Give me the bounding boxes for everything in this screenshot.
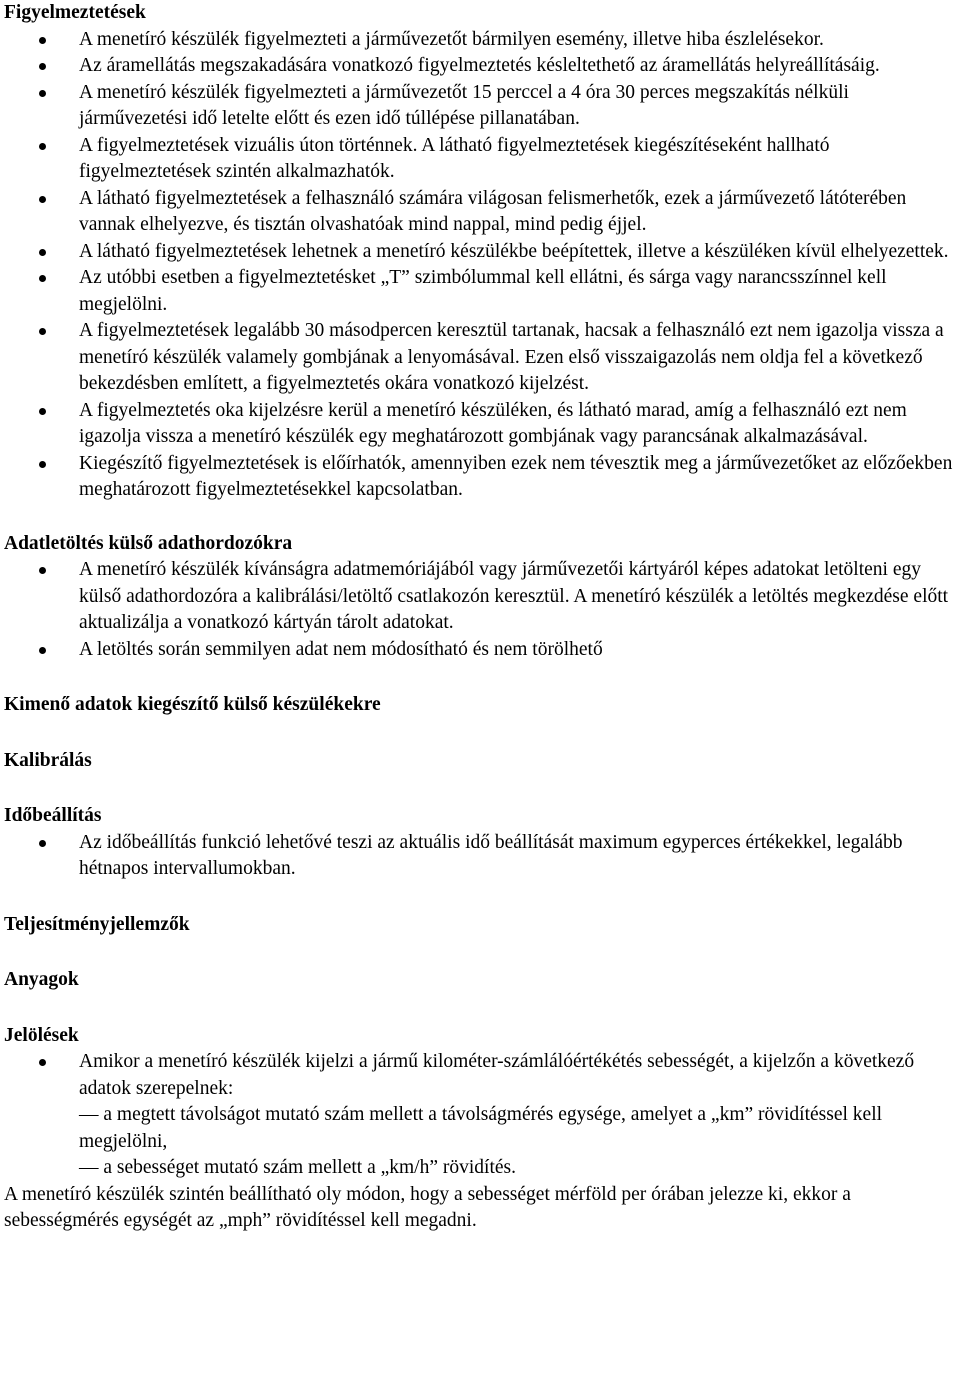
list-item: A letöltés során semmilyen adat nem módosítható és nem törölhető <box>79 637 958 664</box>
list-item: A figyelmeztetés oka kijelzésre kerül a menetíró készüléken, és látható marad, amíg a felhasználó ezt nem igazolja vissza a menetíró készülék egy meghatározott gombjának vagy parancsának alkalmazásával. <box>79 398 958 451</box>
list-item: A menetíró készülék figyelmezteti a járművezetőt 15 perccel a 4 óra 30 perces megszakítás nélküli járművezetési idő letelte előtt és ezen idő túllépése pillanatában. <box>79 80 958 133</box>
list-item: A menetíró készülék kívánságra adatmemóriájából vagy járművezetői kártyáról képes adatokat letölteni egy külső adathordozóra a kalibrálási/letöltő csatlakozón keresztül. A menetíró készülék a letöltés megkezdése előtt aktualizálja a vonatkozó kártyán tárolt adatokat. <box>79 557 958 637</box>
section-title-calibration: Kalibrálás <box>4 749 92 771</box>
section-title-performance: Teljesítményjellemzők <box>4 913 190 935</box>
section-title-time: Időbeállítás <box>4 805 102 826</box>
markings-item-text: Amikor a menetíró készülék kijelzi a jármű kilométer-számlálóértékétés sebességét, a kijelzőn a következő adatok szerepelnek: <box>79 1051 915 1099</box>
markings-list <box>4 1049 958 1182</box>
list-item: Az utóbbi esetben a figyelmeztetésket „T” szimbólummal kell ellátni, és sárga vagy narancsszínnel kell megjelölni. <box>79 265 958 318</box>
download-list <box>4 557 958 663</box>
markings-dash-2: — a sebességet mutató szám mellett a „km/h” rövidítés. <box>79 1157 516 1178</box>
time-list <box>4 830 958 883</box>
warnings-list <box>4 27 958 504</box>
list-item: Az időbeállítás funkció lehetővé teszi az aktuális idő beállítását maximum egyperces értékekkel, legalább hétnapos intervallumokban. <box>79 830 958 883</box>
section-title-output: Kimenő adatok kiegészítő külső készülékekre <box>4 694 381 715</box>
markings-closing-paragraph: A menetíró készülék szintén beállítható oly módon, hogy a sebességet mérföld per órában jelezze ki, ekkor a sebességmérés egységét az „mph” rövidítéssel kell megadni. <box>4 1183 851 1231</box>
section-title-warnings: Figyelmeztetések <box>4 2 146 23</box>
list-item: A figyelmeztetések legalább 30 másodpercen keresztül tartanak, hacsak a felhasználó ezt nem igazolja vissza a menetíró készülék valamely gombjának a lenyomásával. Ezen első visszaigazolás nem oldja fel a következő bekezdésben említett, a figyelmeztetés okára vonatkozó kijelzést. <box>79 318 958 398</box>
list-item: A menetíró készülék figyelmezteti a járművezetőt bármilyen esemény, illetve hiba észlelésekor. <box>79 27 958 54</box>
section-title-materials: Anyagok <box>4 969 79 990</box>
list-item: A látható figyelmeztetések a felhasználó számára világosan felismerhetők, ezek a járművezető látóterében vannak elhelyezve, és tisztán olvashatóak mind nappal, mind pedig éjjel. <box>79 186 958 239</box>
list-item: Az áramellátás megszakadására vonatkozó figyelmeztetés késleltethető az áramellátás helyreállításáig. <box>79 53 958 80</box>
list-item <box>79 1049 958 1182</box>
list-item: Kiegészítő figyelmeztetések is előírhatók, amennyiben ezek nem tévesztik meg a járművezetőket az előzőekben meghatározott figyelmeztetésekkel kapcsolatban. <box>79 451 958 504</box>
markings-dash-1: — a megtett távolságot mutató szám mellett a távolságmérés egysége, amelyet a „km” rövidítéssel kell megjelölni, <box>79 1104 883 1152</box>
section-title-markings: Jelölések <box>4 1024 79 1046</box>
list-item: A figyelmeztetések vizuális úton történnek. A látható figyelmeztetések kiegészítéseként hallható figyelmeztetések szintén alkalmazhatók. <box>79 133 958 186</box>
section-title-download: Adatletöltés külső adathordozókra <box>4 532 293 554</box>
list-item: A látható figyelmeztetések lehetnek a menetíró készülékbe beépítettek, illetve a készüléken kívül elhelyezettek. <box>79 239 958 266</box>
